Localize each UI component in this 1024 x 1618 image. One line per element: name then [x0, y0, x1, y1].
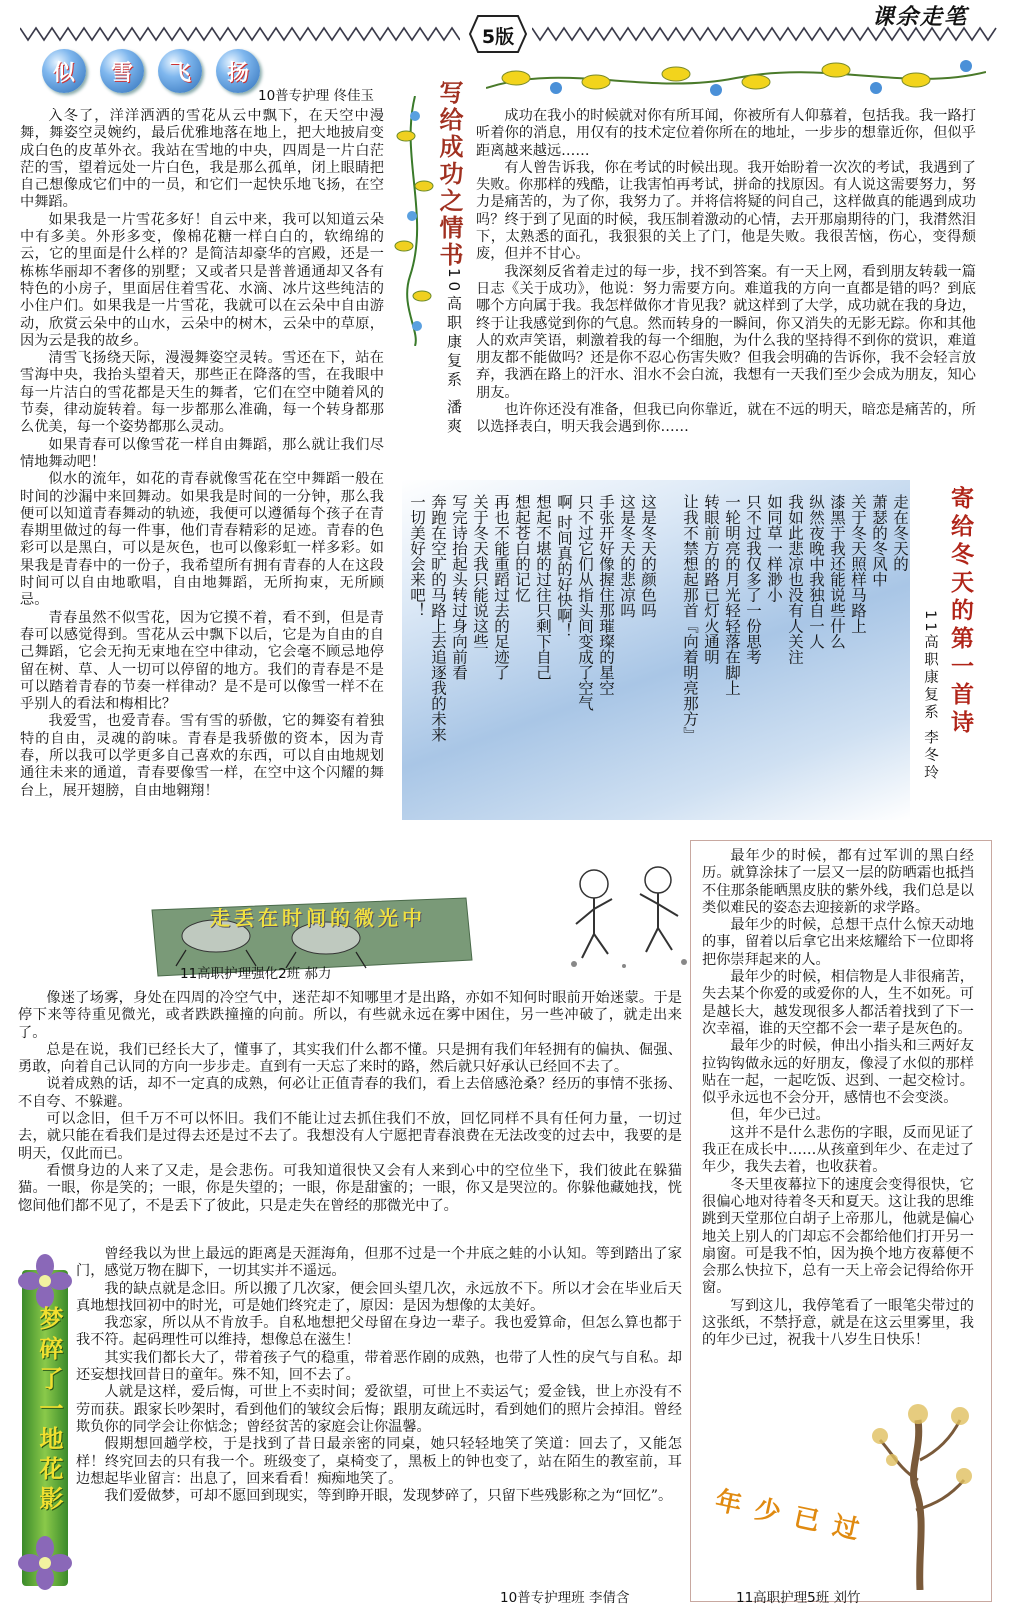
paragraph: 曾经我以为世上最远的距离是天涯海角，但那不过是一个井底之蛙的小认知。等到踏出了家门，感觉万物在脚下，一切其实并不遥远。 — [76, 1246, 682, 1280]
paragraph: 可以念旧，但千万不可以怀旧。我们不能让过去抓住我们不放，回忆同样不具有任何力量，一切过去，就只能在看我们是过得去还是过不去了。我想没有人宁愿把青春浪费在无法改变的过去中，我要的是明天，仅此而已。 — [18, 1111, 682, 1162]
paragraph: 有人曾告诉我，你在考试的时候出现。我开始盼着一次次的考试，我遇到了失败。你那样的残酷，让我害怕再考试，拼命的找原因。有人说这需要努力，努力是痛苦的，为了你，我努力了。并将信将疑的问自己，这样做真的能遇到成功吗？终于到了见面的时候，我压制着激动的心情，去开那扇期待的门，我潸然泪下，太熟悉的面孔，我狠狠的关上了门，他是失败。我很苦恼，伤心，变得颓废，但并不甘心。 — [476, 159, 976, 263]
paragraph: 我深刻反省着走过的每一步，找不到答案。有一天上网，看到朋友转载一篇日志《关于成功》，他说：努力需要方向。难道我的方向一直都是错的吗？到底哪个方向属于我。我怎样做你才肯见我？就这样到了大学，成功就在我的身边，终于让我感觉到你的气息。然而转身的一瞬间，你又消失的无影无踪。你和其他人的欢声笑语，刺激着我的每一个细胞，为什么我的坚持得不到你的赏识，难道朋友都不能做吗？还是你不忍心伤害失败？但我会明确的告诉你，我不会轻言放弃，我洒在路上的汗水、泪水不会白流，我想有一天我们至少会成为朋友，知心朋友。 — [476, 263, 976, 401]
poem-line: 关于冬天照样马路上 — [849, 494, 867, 634]
poem-line: 一切美好会来吧！ — [408, 494, 426, 618]
a4-author: 11高职护理强化2班 郝力 — [180, 966, 332, 982]
paragraph: 最年少的时候，伸出小指头和三两好友拉钩钩做永远的好朋友，像浸了水似的那样贴在一起，一起吃饭、迟到、一起交检讨。似乎永远也不会分开，感情也不会变淡。 — [702, 1038, 974, 1107]
paragraph: 像迷了场雾，身处在四周的冷空气中，迷茫却不知哪里才是出路，亦如不知何时眼前开始迷蒙。于是停下来等待重见微光，或者跌跌撞撞的向前。所以，有些就永远在雾中困住，另一些冲破了，就走出来了。 — [18, 990, 682, 1041]
paragraph: 如果我是一片雪花多好！自云中来，我可以知道云朵中有多美。外形多变，像棉花糖一样白白的，软绵绵的云，它的里面是什么样的？是简洁却豪华的宫殿，还是一栋栋华丽却不奢侈的别墅；又或者只是普普通通却又各有特色的小房子，里面居住着雪花、水滴、冰片这些纯洁的小住户们。如果我是一片雪花，我就可以在云朵中自由游动，欣赏云朵中的山水，云朵中的树木，云朵中的草原，因为云是我的故乡。 — [20, 211, 384, 349]
paragraph: 我恋家，所以从不肯放手。自私地想把父母留在身边一辈子。我也爱算命，但怎么算也都于我不符。起码理性可以维持，想像总在滋生！ — [76, 1315, 682, 1349]
a2-title: 写给成功之情书 — [435, 80, 464, 269]
poem-line: 手张开好像握住那璀璨的星空 — [597, 494, 615, 696]
paragraph: 最年少的时候，总想干点什么惊天动地的事，留着以后拿它出来炫耀给下一位即将把你崇拜起来的人。 — [702, 917, 974, 968]
paragraph: 这并不是什么悲伤的字眼，反而见证了我正在成长中……从孩童到年少、在走过了年少，我失去着，也收获着。 — [702, 1124, 974, 1176]
a6-author: 10普专护理班 李倩含 — [500, 1590, 630, 1606]
poem-line — [658, 494, 679, 810]
a5-body — [702, 848, 974, 1446]
title-char-2: 雪 — [100, 49, 144, 93]
paragraph: 清雪飞扬绕天际，漫漫舞姿空灵转。雪还在下，站在雪海中央，我抬头望着天，那些正在降落的雪，在我眼中每一片洁白的雪花都是天生的舞者，它们在空中随着风的节奏，律动旋转着。每一步都那么准确，每一个转身都那么优美，每一个姿势都那么灵动。 — [20, 350, 384, 436]
paragraph: 成功在我小的时候就对你有所耳闻，你被所有人仰慕着，包括我。我一路打听着你的消息，用仅有的技术定位着你所在的地址，一步步的想靠近你，但似乎距离越来越远…… — [476, 108, 976, 159]
paragraph: 冬天里夜幕拉下的速度会变得很快，它很偏心地对待着冬天和夏天。这让我的思维跳到天堂那位白胡子上帝那儿，他就是偏心地关上别人的门却忘不会都给他们打开另一扇窗。可是我不怕，因为换个地方夜幕便不会那么快拉下，总有一天上帝会记得给你开窗。 — [702, 1176, 974, 1297]
a1-author: 10普专护理 佟佳玉 — [258, 88, 374, 104]
a5-author: 11高职护理5班 刘竹 — [736, 1590, 861, 1606]
poem-line: 如同草一样渺小 — [765, 494, 783, 603]
a3-poem — [408, 494, 910, 810]
flower-vine-decoration — [390, 96, 440, 346]
paragraph: 也许你还没有准备，但我已向你靠近，就在不远的明天，暗恋是痛苦的，所以选择表白，明天我会遇到你…… — [476, 402, 976, 436]
paragraph: 入冬了，洋洋洒洒的雪花从云中飘下，在天空中漫舞，舞姿空灵婉约，最后优雅地落在地上，把大地披肩变成白色的皮革外衣。我站在雪地的中央，四周是一片白茫茫的雪，望着远处一片白色，我是那么孤单，闭上眼睛把自己想像成它们中的一员，和它们一起快乐地飞扬，在空中舞蹈。 — [20, 108, 384, 211]
paragraph: 如果青春可以像雪花一样自由舞蹈，那么就让我们尽情地舞动吧！ — [20, 436, 384, 470]
a2-author: 10高职康复系 潘爽 — [445, 268, 463, 437]
poem-line: 写完诗抬起头转过身向前看 — [450, 494, 468, 680]
paragraph: 青春虽然不似雪花，因为它摸不着，看不到，但是青春可以感觉得到。雪花从云中飘下以后，它是为自由的自己舞蹈，它会无拘无束地在空中律动，它会毫不顾忌地停留在树、草、人一切可以停留的地方。我们的青春是不是可以踏着青春的节奏一样律动？是不是可以像雪一样不在乎别人的看法和梅相比？ — [20, 609, 384, 713]
page-number: 5版 — [481, 26, 515, 48]
a5-title-text: 年少已过 — [712, 1485, 876, 1549]
paragraph: 我们爱做梦，可却不愿回到现实，等到睁开眼，发现梦碎了，只留下些残影称之为“回忆”。 — [104, 1488, 673, 1505]
paragraph: 写到这儿，我停笔看了一眼笔尖带过的这张纸，不禁抒意，就是在这云里雾里，我的年少已过，祝我十八岁生日快乐！ — [702, 1297, 974, 1349]
flower-banner-decoration — [486, 52, 986, 102]
paragraph: 我的缺点就是念旧。所以搬了几次家，便会回头望几次，永远放不下。所以才会在毕业后天真地想找回初中的时光，可是她们终究走了，原因：是因为想像的太美好。 — [76, 1280, 682, 1314]
a1-body — [20, 108, 384, 870]
paragraph: 最年少的时候，都有过军训的黑白经历。就算涂抹了一层又一层的防晒霜也抵挡不住那条能晒黑皮肤的紫外线，我们总是以类似难民的姿态去迎接新的求学路。 — [702, 848, 974, 916]
paragraph: 我爱雪，也爱青春。雪有雪的骄傲，它的舞姿有着独特的自由，灵魂的韵味。青春是我骄傲的资本，因为青春，所以我可以学更多自己喜欢的东西，可以自由地规划通往未来的通道，青春要像雪一样，在空中这个闪耀的舞台上，展开翅膀，自由地翱翔！ — [20, 713, 384, 799]
a3-title: 寄给冬天的第一首诗 — [947, 486, 974, 738]
a6-title: 梦碎了一地花影 — [35, 1306, 63, 1516]
a4-title: 走丢在时间的微光中 — [210, 906, 426, 930]
poem-line: 转眼前方的路已灯火通明 — [702, 494, 720, 665]
flower-icon — [18, 1254, 72, 1308]
paragraph: 其实我们都长大了，带着孩子气的稳重，带着恶作剧的成熟，也带了人性的戾气与自私。却还妄想找回昔日的童年。殊不知，回不去了。 — [76, 1349, 682, 1384]
a4-body — [18, 990, 682, 1244]
paragraph: 最年少的时候，相信物是人非很痛苦，失去某个你爱的或爱你的人，生不如死。可是越长大，越发现很多人都活着找到了下一次幸福，谁的天空都不会一辈子是灰色的。 — [702, 969, 974, 1037]
page-number-badge — [468, 14, 528, 54]
column-name: 课余走笔 — [872, 5, 969, 30]
poem-line: 我如此悲凉也没有人关注 — [786, 494, 804, 665]
paragraph: 总是在说，我们已经长大了，懂事了，其实我们什么都不懂。只是拥有我们年轻拥有的偏执、倔强、勇敢，向着自己认同的方向一步步走。直到有一天忘了来时的路，然后就只好承认已经回不去了。 — [18, 1041, 682, 1076]
title-char-4: 扬 — [216, 49, 260, 93]
poem-line: 只不过我仅多了一份思考 — [744, 494, 762, 665]
poem-line: 关于冬天我只能说这些 — [471, 494, 489, 649]
poem-line: 想起不堪的过往只剩下自己 — [534, 494, 552, 680]
kids-illustration — [554, 854, 704, 974]
a5-title — [712, 1450, 880, 1570]
paragraph: 人就是这样，爱后悔，可世上不卖时间；爱欲望，可世上不卖运气；爱金钱，世上亦没有不劳而获。跟家长吵架时，看到他们的皱纹会后悔；跟朋友疏远时，看到她们的照片会掉泪。曾经欺负你的同学会让你惦念；曾经贫苦的家庭会让你温馨。 — [76, 1384, 682, 1435]
paragraph: 说着成熟的话，却不一定真的成熟，何必让正值青春的我们，看上去倍感沧桑？经历的事情不张扬、不自夸、不躲避。 — [18, 1076, 682, 1110]
a2-body — [476, 108, 976, 458]
poem-line: 萧瑟的冬风中 — [870, 494, 888, 587]
paragraph: 假期想回趟学校，于是找到了昔日最亲密的同桌，她只轻轻地笑了笑道：回去了，又能怎样！终究回去的只有我一个。班级变了，桌椅变了，黑板上的钟也变了，站在陌生的教室前，耳边想起毕业留言：出息了，回来看看！痴痴地笑了。 — [76, 1436, 682, 1487]
poem-line: 这是冬天的悲凉吗 — [618, 494, 636, 618]
paragraph: 看惯身边的人来了又走，是会悲伤。可我知道很快又会有人来到心中的空位坐下，我们彼此在躲猫猫。一眼，你是笑的；一眼，你是失望的；一眼，你是甜蜜的；一眼，你又是哭泣的。你躲他藏她找，恍惚间他们都不见了，不是丢下了彼此，只是走失在曾经的那微光中了。 — [18, 1162, 682, 1214]
paragraph: 似水的流年，如花的青春就像雪花在空中舞蹈一般在时间的沙漏中来回舞动。如果我是时间的一分钟，那么我便可以知道青春舞动的轨迹，我便可以遵循每个孩子在青春期里做过的每一件事，他们青春精彩的足迹。青春的色彩可以是黑白，可以是灰色，也可以像彩虹一样多彩。如果我是青春中的一份子，我希望所有拥有青春的人在这段时间可以自由地歌唱，自由地舞蹈，无所拘束，无所顾忌。 — [20, 471, 384, 609]
paragraph: 但，年少已过。 — [730, 1107, 830, 1124]
title-char-1: 似 — [42, 49, 86, 93]
poem-line: 再也不能重蹈过去的足迹了 — [492, 494, 510, 680]
poem-line: 让我不禁想起那首『向着明亮那方』 — [681, 494, 699, 742]
poem-line: 漆黑于我还能说些什么 — [828, 494, 846, 649]
poem-line: 只不过它们从指头间变成了空气 — [576, 494, 594, 711]
header-zigzag-left — [20, 24, 460, 46]
poem-line: 一轮明亮的月光轻轻落在脚上 — [723, 494, 741, 696]
poem-line: 这是冬天的颜色吗 — [639, 494, 657, 618]
poem-line: 走在冬天的 — [891, 494, 909, 572]
poem-line: 想起苍白的记忆 — [513, 494, 531, 603]
poem-line: 啊 时间真的好快啊！ — [555, 494, 573, 639]
a6-body — [76, 1246, 682, 1578]
poem-line: 纵然夜晚中我独自一人 — [807, 494, 825, 649]
title-char-3: 飞 — [158, 49, 202, 93]
poem-line: 奔跑在空旷的马路上去追逐我的未来 — [429, 494, 447, 742]
a3-author: 11高职康复系 李冬玲 — [922, 610, 938, 783]
